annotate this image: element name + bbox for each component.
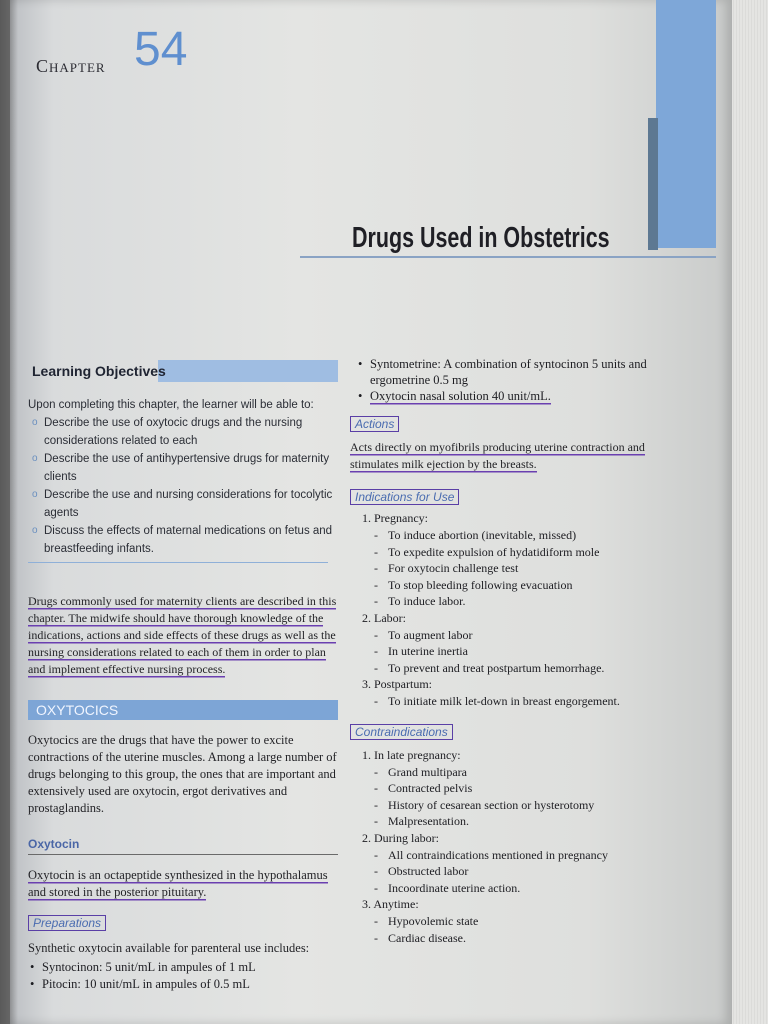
indication-item: - To induce abortion (inevitable, missed) <box>388 527 680 544</box>
intro-paragraph <box>28 593 338 678</box>
contraindication-item: - Hypovolemic state <box>388 913 680 930</box>
contraindication-group-head: 1. In late pregnancy: <box>362 747 461 762</box>
indication-list <box>350 693 680 710</box>
contraindication-list <box>350 764 680 830</box>
title-rule <box>300 256 716 258</box>
intro-text: Drugs commonly used for maternity clients are described in this chapter. The midwife should have thorough knowledge of the indications, actions and side effects of these drugs as well as the nursing considerations related to each of them in order to plan and implement effective nursing process. <box>28 594 337 676</box>
contraindication-item: - Incoordinate uterine action. <box>388 880 680 897</box>
contraindications-label: Contraindications <box>350 724 453 740</box>
preparations-label: Preparations <box>28 915 106 931</box>
contraindication-item: - Contracted pelvis <box>388 780 680 797</box>
contraindication-group-head: 3. Anytime: <box>362 897 419 911</box>
contraindication-item: - History of cesarean section or hysterotomy <box>388 797 680 814</box>
oxytocics-text: Oxytocics are the drugs that have the power to excite contractions of the uterine muscles. Among a large number of drugs belonging to this group, the ones that are important and extensively used are oxytocin, ergot derivatives and prostaglandins. <box>28 733 337 815</box>
oxytocics-paragraph <box>28 732 338 817</box>
preparation-item: • Syntometrine: A combination of syntocinon 5 units and ergometrine 0.5 mg <box>370 356 680 388</box>
preparation-item: • Syntocinon: 5 unit/mL in ampules of 1 mL <box>42 959 338 976</box>
indication-group-head: 3. Postpartum: <box>362 677 433 691</box>
preparations-cont-list <box>350 356 680 404</box>
indication-group-head: 2. Labor: <box>362 610 406 625</box>
objective-item: o Discuss the effects of maternal medications on fetus and breastfeeding infants. <box>44 522 338 558</box>
chapter-number: 54 <box>134 23 188 76</box>
right-column <box>350 356 680 946</box>
chapter-tab-shadow <box>648 118 658 250</box>
actions-label: Actions <box>350 416 399 432</box>
contraindication-item: - All contraindications mentioned in pregnancy <box>388 847 680 864</box>
indication-list <box>350 627 680 677</box>
indication-item: - To initiate milk let-down in breast engorgement. <box>388 693 680 710</box>
indication-item: - To induce labor. <box>388 593 680 610</box>
learning-objectives-box <box>28 396 338 563</box>
oxytocin-text: Oxytocin is an octapeptide synthesized in the hypothalamus and stored in the posterior pituitary. <box>28 868 328 899</box>
indication-item: - To prevent and treat postpartum hemorrhage. <box>388 660 680 677</box>
page-edges <box>732 0 768 1024</box>
indication-item: - In uterine inertia <box>388 643 680 660</box>
chapter-color-tab <box>656 0 716 248</box>
chapter-title: Drugs Used in Obstetrics <box>352 222 610 254</box>
indication-item: - To expedite expulsion of hydatidiform mole <box>388 544 680 561</box>
preparation-item: • Pitocin: 10 unit/mL in ampules of 0.5 mL <box>42 976 338 993</box>
indication-item: - To stop bleeding following evacuation <box>388 577 680 594</box>
contraindication-group-head: 2. During labor: <box>362 830 439 845</box>
contraindication-list <box>350 847 680 897</box>
binding-shadow <box>0 0 18 1024</box>
oxytocics-heading-text: OXYTOCICS <box>36 702 119 718</box>
oxytocics-heading <box>28 700 338 720</box>
contraindication-item: - Cardiac disease. <box>388 930 680 947</box>
learning-objectives-heading: Learning Objectives <box>28 360 338 382</box>
indication-group-head: 1. Pregnancy: <box>362 511 428 525</box>
indication-item: - To augment labor <box>388 627 680 644</box>
actions-text: Acts directly on myofibrils producing uterine contraction and stimulates milk ejection by the breasts. <box>350 440 645 471</box>
preparation-item: • Oxytocin nasal solution 40 unit/mL. <box>370 388 680 404</box>
preparations-intro: Synthetic oxytocin available for parenteral use includes: <box>28 941 310 955</box>
preparations-list <box>28 959 338 993</box>
contraindication-item: - Malpresentation. <box>388 813 680 830</box>
objective-item: o Describe the use of antihypertensive drugs for maternity clients <box>44 450 338 486</box>
indication-item: - For oxytocin challenge test <box>388 560 680 577</box>
contraindication-item: - Grand multipara <box>388 764 680 781</box>
oxytocin-heading: Oxytocin <box>28 837 338 855</box>
chapter-label: Chapter <box>36 56 106 76</box>
learning-objectives-list <box>28 414 338 558</box>
indication-list <box>350 527 680 610</box>
left-column <box>28 360 338 993</box>
objective-item: o Describe the use and nursing considerations for tocolytic agents <box>44 486 338 522</box>
contraindication-item: - Obstructed labor <box>388 863 680 880</box>
objective-item: o Describe the use of oxytocic drugs and the nursing considerations related to each <box>44 414 338 450</box>
contraindication-list <box>350 913 680 946</box>
learning-objectives-intro: Upon completing this chapter, the learner will be able to: <box>28 399 314 411</box>
oxytocin-paragraph <box>28 867 338 901</box>
indications-label: Indications for Use <box>350 489 459 505</box>
objectives-rule <box>28 562 328 563</box>
